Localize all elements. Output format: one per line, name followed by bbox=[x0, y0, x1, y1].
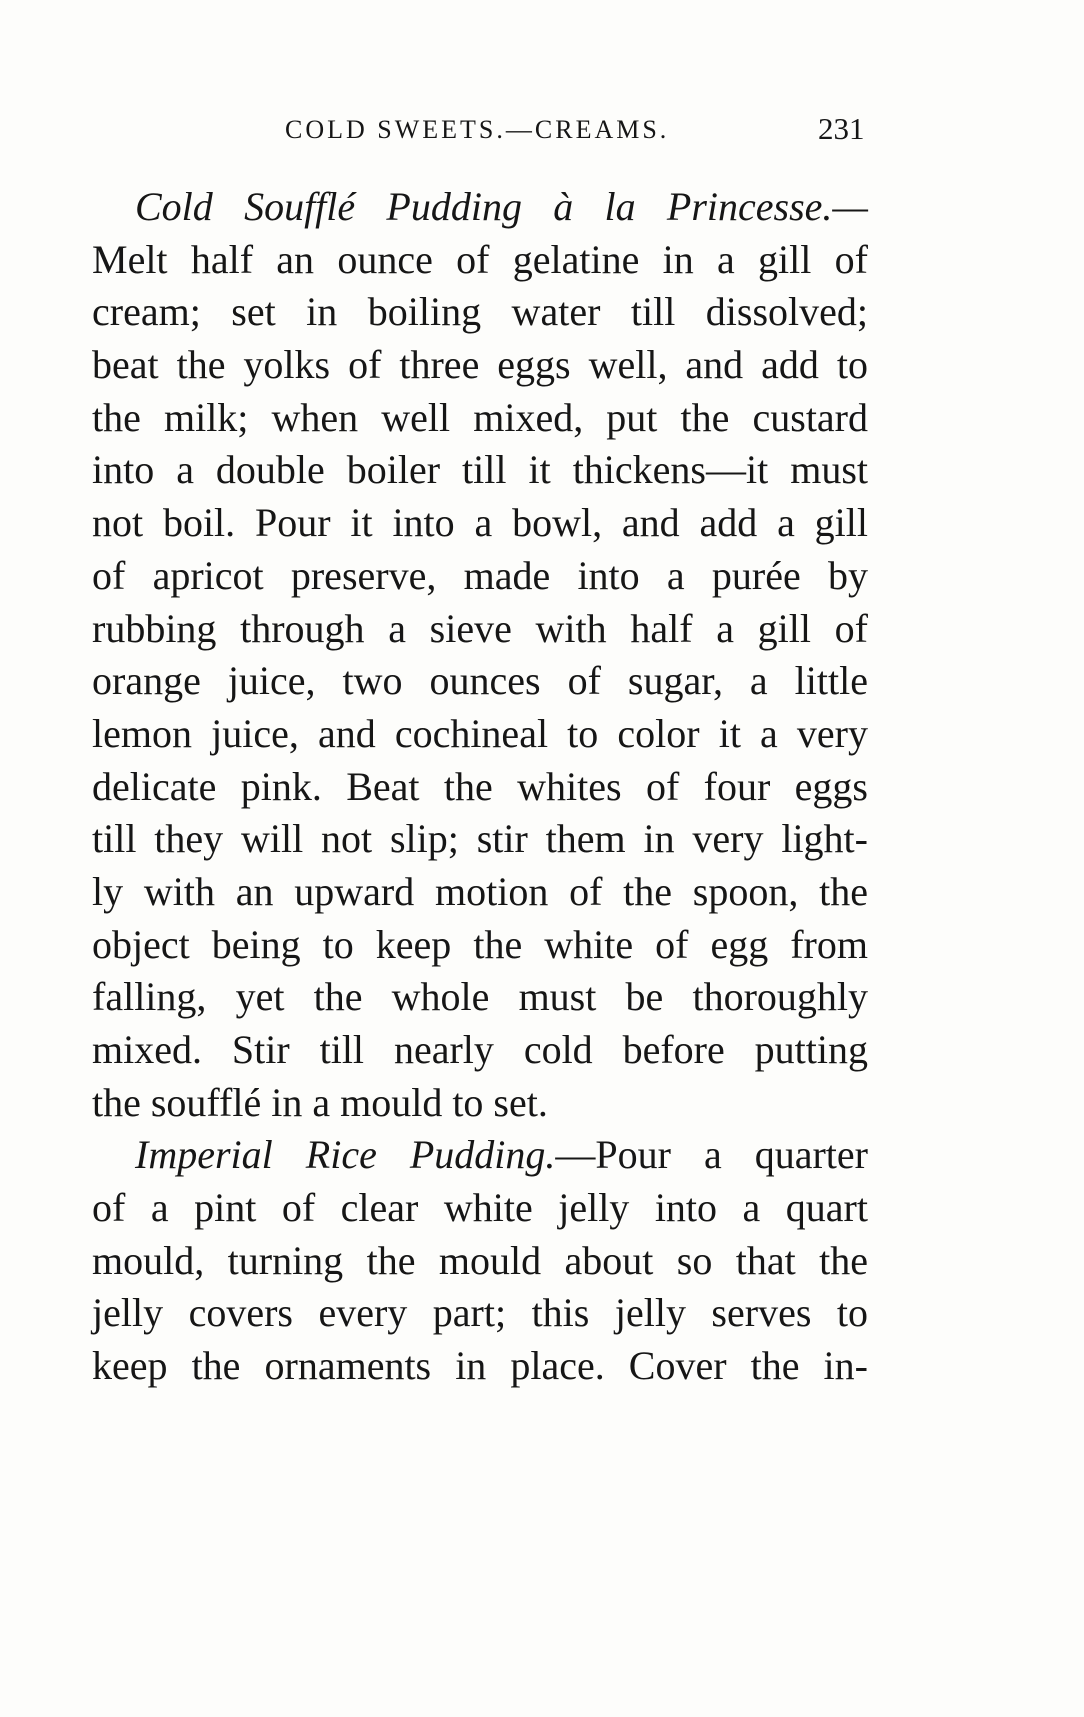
text-run: —Pour a quarter bbox=[555, 1132, 868, 1178]
text-line: not boil. Pour it into a bowl, and add a gill bbox=[92, 500, 868, 546]
text-line: beat the yolks of three eggs well, and add to bbox=[92, 342, 868, 388]
text-line: of apricot preserve, made into a purée by bbox=[92, 552, 868, 598]
text-line: rubbing through a sieve with half a gill of bbox=[92, 605, 868, 651]
page-number: 231 bbox=[818, 111, 865, 146]
body-text bbox=[92, 181, 868, 1393]
text-line: object being to keep the white of egg from bbox=[92, 921, 868, 967]
text-line: delicate pink. Beat the whites of four eggs bbox=[92, 763, 868, 809]
text-line: Melt half an ounce of gelatine in a gill of bbox=[92, 236, 868, 282]
text-line: ly with an upward motion of the spoon, the bbox=[92, 868, 868, 914]
text-line: falling, yet the whole must be thoroughly bbox=[92, 974, 868, 1020]
text-line: into a double boiler till it thickens—it must bbox=[92, 447, 868, 493]
text-line: of a pint of clear white jelly into a quart bbox=[92, 1185, 868, 1231]
text-line: the soufflé in a mould to set. bbox=[92, 1079, 548, 1125]
recipe-title: Cold Soufflé Pudding à la Princesse.— bbox=[135, 184, 868, 229]
text-line: jelly covers every part; this jelly serves to bbox=[92, 1290, 868, 1336]
text-line: keep the ornaments in place. Cover the in- bbox=[92, 1343, 868, 1389]
text-line: mixed. Stir till nearly cold before putting bbox=[92, 1027, 868, 1072]
text-line: cream; set in boiling water till dissolved; bbox=[92, 289, 868, 335]
text-line: lemon juice, and cochineal to color it a very bbox=[92, 710, 868, 756]
text-line: orange juice, two ounces of sugar, a little bbox=[92, 658, 868, 704]
text-line: till they will not slip; stir them in very light- bbox=[92, 816, 868, 862]
text-line: mould, turning the mould about so that the bbox=[92, 1237, 868, 1283]
recipe-first-line bbox=[92, 1129, 868, 1182]
text-line: the milk; when well mixed, put the custard bbox=[92, 394, 868, 440]
running-title: COLD SWEETS.—CREAMS. bbox=[285, 115, 670, 144]
recipe-title: Imperial Rice Pudding. bbox=[135, 1132, 556, 1178]
